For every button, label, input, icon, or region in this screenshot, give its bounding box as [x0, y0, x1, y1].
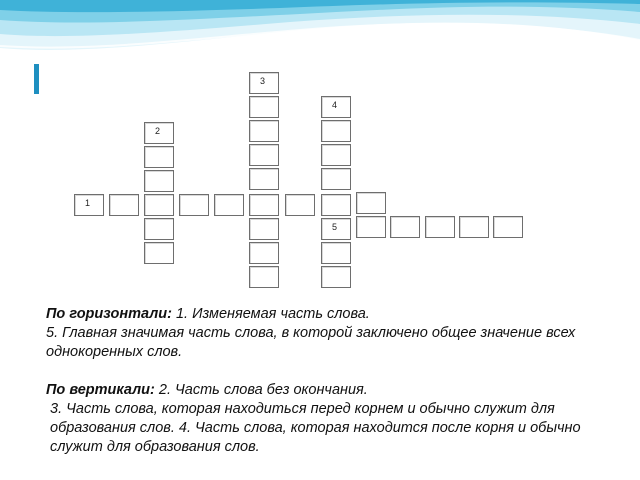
crossword-cell[interactable] [285, 194, 315, 216]
clues-text [46, 305, 616, 457]
crossword-cell[interactable] [144, 170, 174, 192]
clue-horizontal-5: 5. Главная значимая часть слова, в которой заключено общее значение всех однокоренных слов. [46, 325, 576, 360]
crossword-cell[interactable] [249, 168, 279, 190]
crossword-cell[interactable] [356, 216, 386, 238]
crossword-cell[interactable] [321, 120, 351, 142]
clue-horizontal-1: 1. Изменяемая часть слова. [175, 306, 370, 322]
crossword-cell[interactable] [109, 194, 139, 216]
horizontal-clues [46, 305, 616, 324]
crossword-cell[interactable] [321, 144, 351, 166]
crossword-cell[interactable] [179, 194, 209, 216]
crossword-cell[interactable] [249, 218, 279, 240]
crossword-cell[interactable] [390, 216, 420, 238]
clue-number-5: 5 [332, 222, 338, 232]
accent-bar [34, 64, 39, 94]
vertical-label: По вертикали: [46, 382, 155, 398]
crossword-cell[interactable] [321, 168, 351, 190]
crossword-cell[interactable] [214, 194, 244, 216]
clue-number-1: 1 [85, 198, 91, 208]
crossword-cell[interactable] [144, 194, 174, 216]
crossword-cell[interactable] [321, 218, 351, 240]
crossword-cell[interactable] [144, 146, 174, 168]
clue-number-3: 3 [260, 76, 266, 86]
crossword-cell[interactable] [249, 266, 279, 288]
clue-vertical-2: 2. Часть слова без окончания. [158, 382, 368, 398]
crossword-cell[interactable] [249, 120, 279, 142]
vertical-clues [46, 381, 616, 400]
crossword-cell[interactable] [321, 96, 351, 118]
crossword-cell[interactable] [74, 194, 104, 216]
crossword-cell[interactable] [356, 192, 386, 214]
crossword-cell[interactable] [493, 216, 523, 238]
crossword-cell[interactable] [144, 242, 174, 264]
crossword-cell[interactable] [249, 194, 279, 216]
crossword-cell[interactable] [425, 216, 455, 238]
crossword-cell[interactable] [249, 144, 279, 166]
horizontal-label: По горизонтали: [46, 306, 172, 322]
crossword-cell[interactable] [249, 72, 279, 94]
crossword-cell[interactable] [321, 194, 351, 216]
crossword-cell[interactable] [321, 266, 351, 288]
crossword-grid [40, 66, 530, 298]
decorative-wave-banner [0, 0, 640, 70]
clue-number-2: 2 [155, 126, 161, 136]
crossword-cell[interactable] [249, 242, 279, 264]
crossword-cell[interactable] [249, 96, 279, 118]
crossword-cell[interactable] [321, 242, 351, 264]
clue-vertical-3-4: 3. Часть слова, которая находиться перед корнем и обычно служит для образования слов. 4. Часть слова, которая находится после корня и обычно служит для образования слов. [50, 401, 581, 455]
crossword-cell[interactable] [144, 122, 174, 144]
clue-number-4: 4 [332, 100, 338, 110]
crossword-cell[interactable] [459, 216, 489, 238]
crossword-cell[interactable] [144, 218, 174, 240]
